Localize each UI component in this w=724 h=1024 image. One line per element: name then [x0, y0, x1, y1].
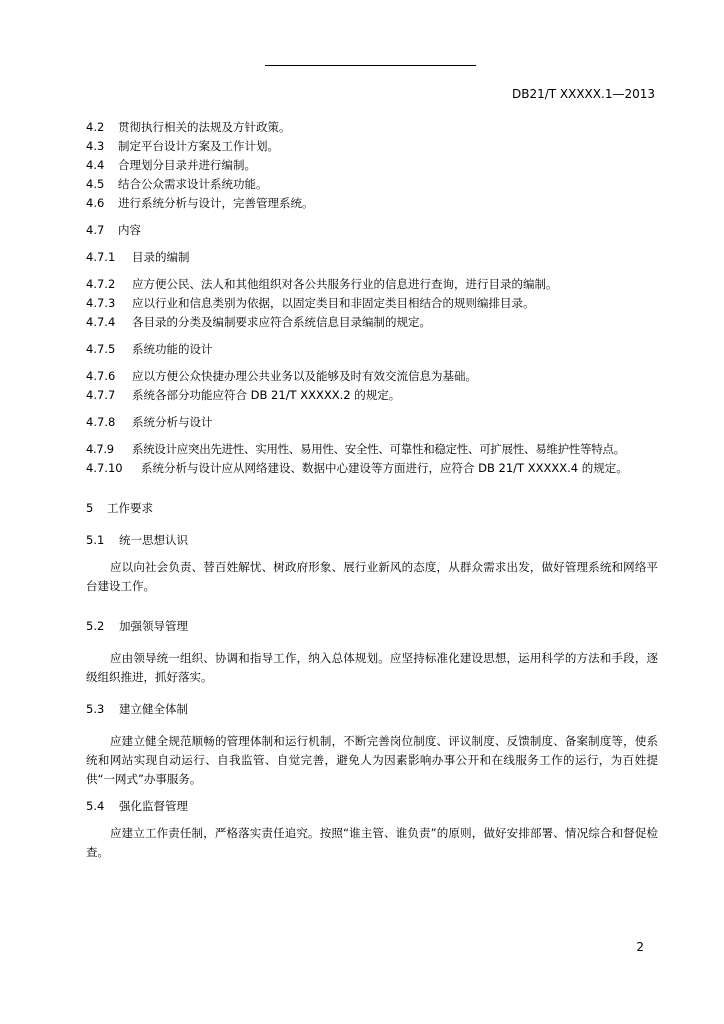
list-item [86, 367, 658, 386]
section-title: 目录的编制 [132, 250, 190, 264]
section-number: 4.7.5 [86, 342, 116, 356]
section-heading [86, 700, 658, 719]
clause-number: 4.7.9 [86, 442, 114, 456]
section-title: 统一思想认识 [119, 533, 188, 547]
clause-text: 应方便公民、法人和其他组织对各公共服务行业的信息进行查询，进行目录的编制。 [132, 277, 558, 291]
clause-number: 4.7.4 [86, 315, 116, 329]
section-heading [86, 531, 658, 550]
list-item [86, 156, 658, 175]
paragraph: 应建立健全规范顺畅的管理体制和运行机制，不断完善岗位制度、评议制度、反馈制度、备案制度等，使系统和网站实现自动运行、自我监管、自觉完善，避免人为因素影响办事公开和在线服务工作的运行，为百姓提供“一网式”办事服务。 [86, 734, 658, 786]
clause-number: 4.7.2 [86, 277, 116, 291]
clause-number: 4.5 [86, 177, 105, 191]
clause-text: 合理划分目录并进行编制。 [118, 158, 256, 172]
clause-number: 4.2 [86, 120, 105, 134]
clause-number: 4.3 [86, 139, 105, 153]
clause-text: 贯彻执行相关的法规及方针政策。 [118, 120, 291, 134]
clause-text: 系统设计应突出先进性、实用性、易用性、安全性、可靠性和稳定性、可扩展性、易维护性等特点。 [132, 442, 625, 456]
paragraph: 应以向社会负责、替百姓解忧、树政府形象、展行业新风的态度，从群众需求出发，做好管理系统和网络平台建设工作。 [86, 560, 658, 593]
section-heading [86, 248, 658, 267]
section-title: 强化监督管理 [119, 799, 188, 813]
clause-text: 结合公众需求设计系统功能。 [118, 177, 268, 191]
document-body [86, 118, 658, 862]
clause-text: 各目录的分类及编制要求应符合系统信息目录编制的规定。 [132, 315, 431, 329]
list-item [86, 386, 658, 405]
section-title: 建立健全体制 [119, 702, 188, 716]
clause-number: 4.7.7 [86, 388, 116, 402]
clause-text: 制定平台设计方案及工作计划。 [118, 139, 279, 153]
section-number: 5.2 [86, 619, 105, 633]
clause-number: 4.7.10 [86, 461, 123, 475]
list-item [86, 275, 658, 294]
section-heading [86, 797, 658, 816]
section-number: 4.7.1 [86, 250, 116, 264]
section-title: 内容 [118, 223, 141, 237]
list-item [86, 194, 658, 213]
list-item [86, 459, 658, 478]
chapter-title: 工作要求 [107, 501, 153, 515]
clause-text: 进行系统分析与设计，完善管理系统。 [118, 196, 314, 210]
list-item [86, 175, 658, 194]
section-number: 4.7 [86, 223, 105, 237]
chapter-number: 5 [86, 501, 94, 515]
page-number: 2 [636, 940, 644, 954]
document-code: DB21/T XXXXX.1—2013 [511, 87, 655, 101]
section-title: 系统分析与设计 [132, 415, 213, 429]
clause-text: 应以行业和信息类别为依据，以固定类目和非固定类目相结合的规则编排目录。 [132, 296, 535, 310]
paragraph: 应由领导统一组织、协调和指导工作，纳入总体规划。应坚持标准化建设思想，运用科学的方法和手段，逐级组织推进，抓好落实。 [86, 651, 658, 684]
section-number: 4.7.8 [86, 415, 116, 429]
clause-number: 4.7.6 [86, 369, 116, 383]
section-number: 5.3 [86, 702, 105, 716]
clause-number: 4.7.3 [86, 296, 116, 310]
section-heading [86, 221, 658, 240]
clause-text: 应以方便公众快捷办理公共业务以及能够及时有效交流信息为基础。 [132, 369, 477, 383]
section-heading [86, 340, 658, 359]
clause-number: 4.6 [86, 196, 105, 210]
section-title: 加强领导管理 [119, 619, 188, 633]
section-title: 系统功能的设计 [132, 342, 213, 356]
clause-text: 系统各部分功能应符合 DB 21/T XXXXX.2 的规定。 [132, 388, 401, 402]
section-heading [86, 617, 658, 636]
section-heading [86, 413, 658, 432]
section-number: 5.4 [86, 799, 105, 813]
paragraph: 应建立工作责任制，严格落实责任追究。按照“谁主管、谁负责”的原则，做好安排部署、情况综合和督促检查。 [86, 826, 658, 859]
section-number: 5.1 [86, 533, 105, 547]
list-item [86, 118, 658, 137]
list-item [86, 440, 658, 459]
list-item [86, 137, 658, 156]
list-item [86, 294, 658, 313]
chapter-heading [86, 499, 658, 518]
header-rule [265, 65, 476, 66]
list-item [86, 313, 658, 332]
clause-number: 4.4 [86, 158, 105, 172]
clause-text: 系统分析与设计应从网络建设、数据中心建设等方面进行，应符合 DB 21/T XXXXX.4 的规定。 [141, 461, 628, 475]
